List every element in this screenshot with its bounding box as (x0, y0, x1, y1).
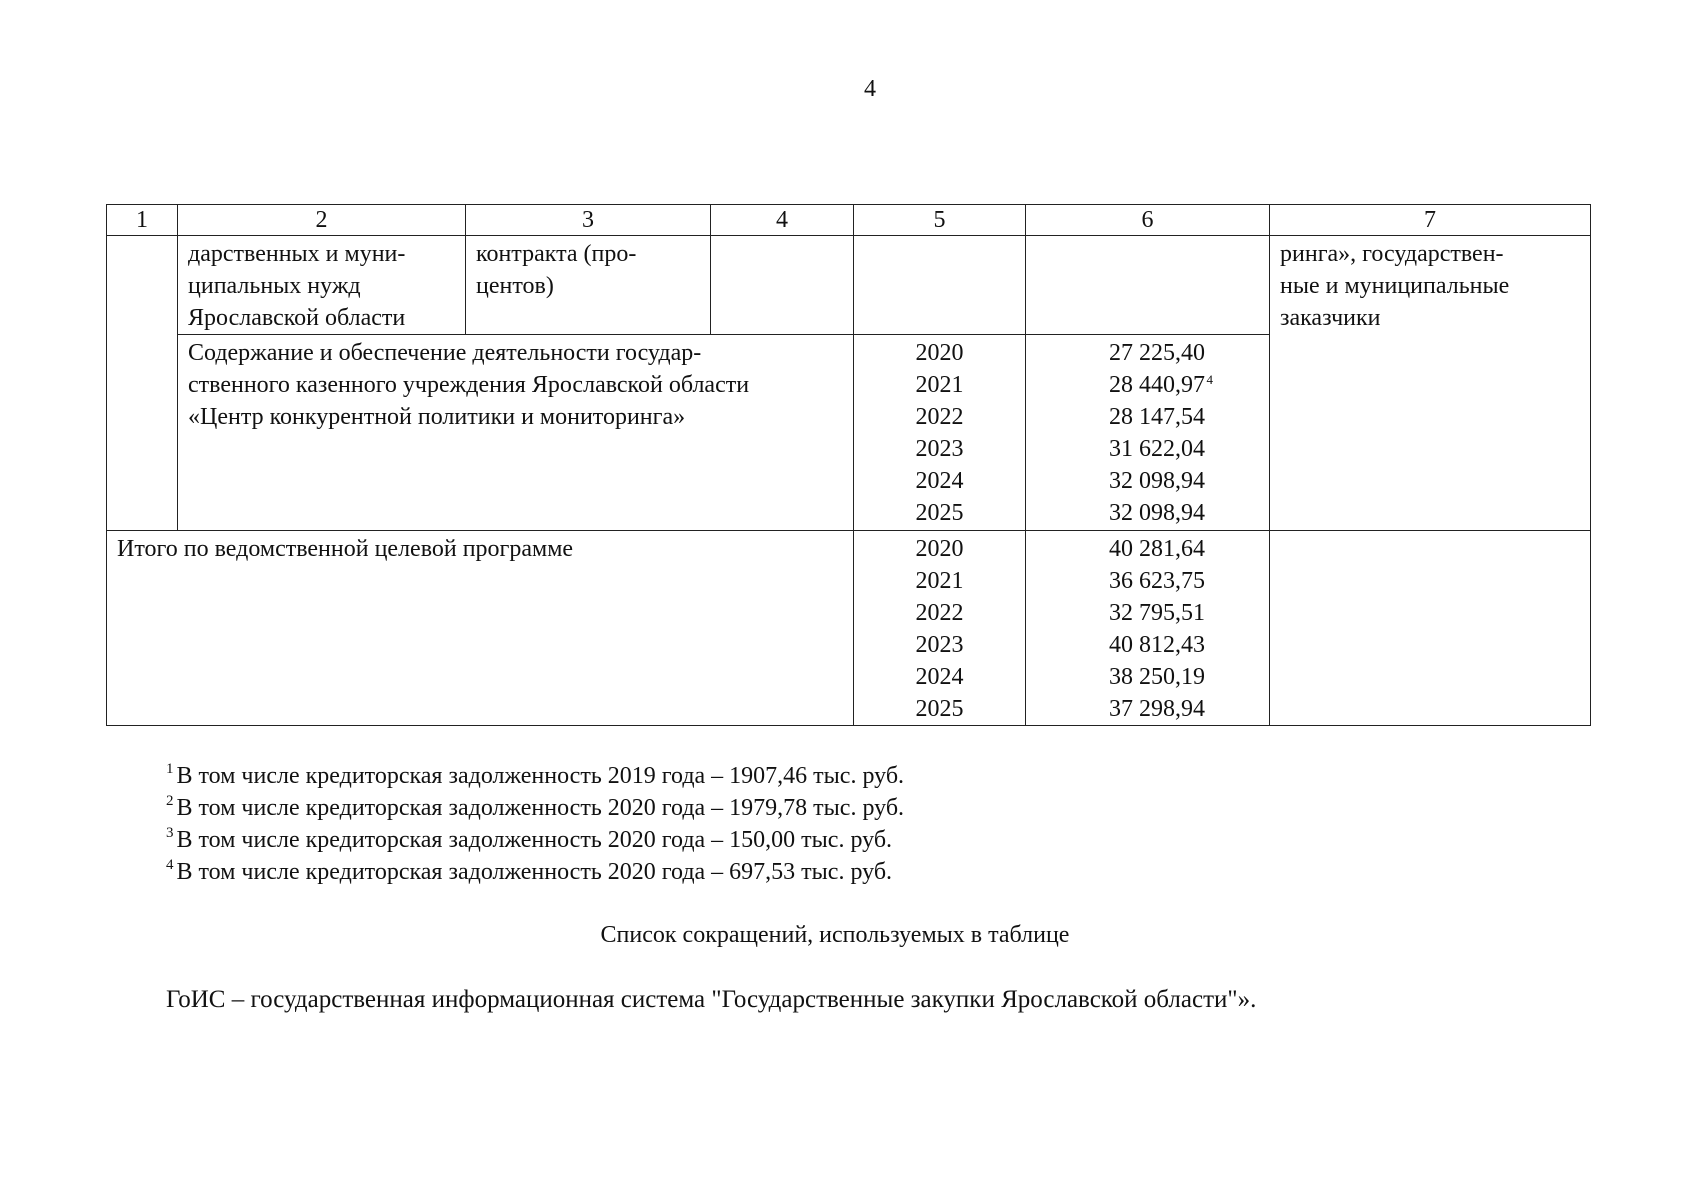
amount-value (1026, 337, 1269, 369)
amount-text: 28 147,54 (1109, 404, 1205, 430)
cell-line: центов) (476, 273, 554, 299)
abbreviation-item: ГоИС – государственная информационная система "Государственные закупки Ярославской области"». (166, 986, 1257, 1013)
footnote (166, 760, 904, 792)
column-number: 7 (1270, 205, 1591, 236)
task-cell (178, 236, 466, 335)
total-label-cell (107, 531, 854, 726)
cell-line: Содержание и обеспечение деятельности государ- (188, 340, 702, 366)
column-number: 6 (1026, 205, 1270, 236)
indicator-cell (466, 236, 711, 335)
program-table (106, 204, 1591, 726)
amount-text: 32 098,94 (1109, 500, 1205, 526)
year-value: 2021 (915, 372, 964, 398)
page-number: 4 (864, 76, 876, 102)
footnote-text: В том числе кредиторская задолженность 2020 года – 1979,78 тыс. руб. (176, 795, 905, 821)
amounts-cell (1026, 335, 1270, 531)
footnote-mark: 4 (166, 857, 174, 873)
amount-text: 28 440,97 (1109, 372, 1205, 398)
year-value: 2022 (915, 600, 964, 626)
amount-text: 31 622,04 (1109, 436, 1205, 462)
column-number: 1 (107, 205, 178, 236)
years-cell (854, 335, 1026, 531)
cell-line: заказчики (1280, 305, 1381, 331)
total-label: Итого по ведомственной целевой программе (117, 536, 574, 562)
year-value: 2020 (915, 536, 964, 562)
amount-value (1026, 497, 1269, 529)
empty-cell (854, 236, 1026, 335)
year-value: 2025 (915, 500, 964, 526)
year-value: 2023 (915, 436, 964, 462)
amount-value (1026, 465, 1269, 497)
year-value: 2024 (915, 468, 964, 494)
amount-value (1026, 401, 1269, 433)
year-value: 2025 (915, 696, 964, 722)
total-years-cell (854, 531, 1026, 726)
cell-line: «Центр конкурентной политики и мониторинга» (188, 404, 686, 430)
footnote-text: В том числе кредиторская задолженность 2019 года – 1907,46 тыс. руб. (176, 763, 905, 789)
footnote-text: В том числе кредиторская задолженность 2020 года – 150,00 тыс. руб. (176, 827, 893, 853)
amount-value (1026, 433, 1269, 465)
cell-line: ственного казенного учреждения Ярославской области (188, 372, 750, 398)
empty-cell (711, 236, 854, 335)
column-number: 2 (178, 205, 466, 236)
cell-line: ципальных нужд (188, 273, 361, 299)
activity-description-cell (178, 335, 854, 531)
year-value: 2021 (915, 568, 964, 594)
amount-value: 38 250,19 (1109, 664, 1205, 690)
total-row (107, 531, 1591, 726)
footnotes (166, 760, 904, 888)
table-row (107, 236, 1591, 335)
amount-text: 27 225,40 (1109, 340, 1205, 366)
cell-line: контракта (про- (476, 241, 637, 267)
footnote-mark: 3 (166, 825, 174, 841)
year-value: 2023 (915, 632, 964, 658)
row-number-cell (107, 236, 178, 531)
footnote (166, 824, 904, 856)
amount-value: 40 281,64 (1109, 536, 1205, 562)
total-amounts-cell (1026, 531, 1270, 726)
cell-line: дарственных и муни- (188, 241, 406, 267)
year-value: 2024 (915, 664, 964, 690)
amount-value: 37 298,94 (1109, 696, 1205, 722)
year-value: 2022 (915, 404, 964, 430)
empty-cell (1270, 531, 1591, 726)
amount-value: 32 795,51 (1109, 600, 1205, 626)
amount-value (1026, 369, 1269, 401)
footnote (166, 792, 904, 824)
column-number: 5 (854, 205, 1026, 236)
column-number-row (107, 205, 1591, 236)
abbreviations-title: Список сокращений, используемых в таблице (600, 922, 1070, 948)
amount-text: 32 098,94 (1109, 468, 1205, 494)
cell-line: ринга», государствен- (1280, 241, 1504, 267)
column-number: 4 (711, 205, 854, 236)
amount-value: 36 623,75 (1109, 568, 1205, 594)
footnote (166, 856, 904, 888)
cell-line: Ярославской области (188, 305, 406, 331)
column-number: 3 (466, 205, 711, 236)
footnote-text: В том числе кредиторская задолженность 2020 года – 697,53 тыс. руб. (176, 859, 893, 885)
year-value: 2020 (915, 340, 964, 366)
amount-value: 40 812,43 (1109, 632, 1205, 658)
executor-cell (1270, 236, 1591, 531)
footnote-mark: 2 (166, 793, 174, 809)
footnote-mark: 4 (1206, 372, 1213, 387)
empty-cell (1026, 236, 1270, 335)
cell-line: ные и муниципальные (1280, 273, 1510, 299)
footnote-mark: 1 (166, 761, 174, 777)
